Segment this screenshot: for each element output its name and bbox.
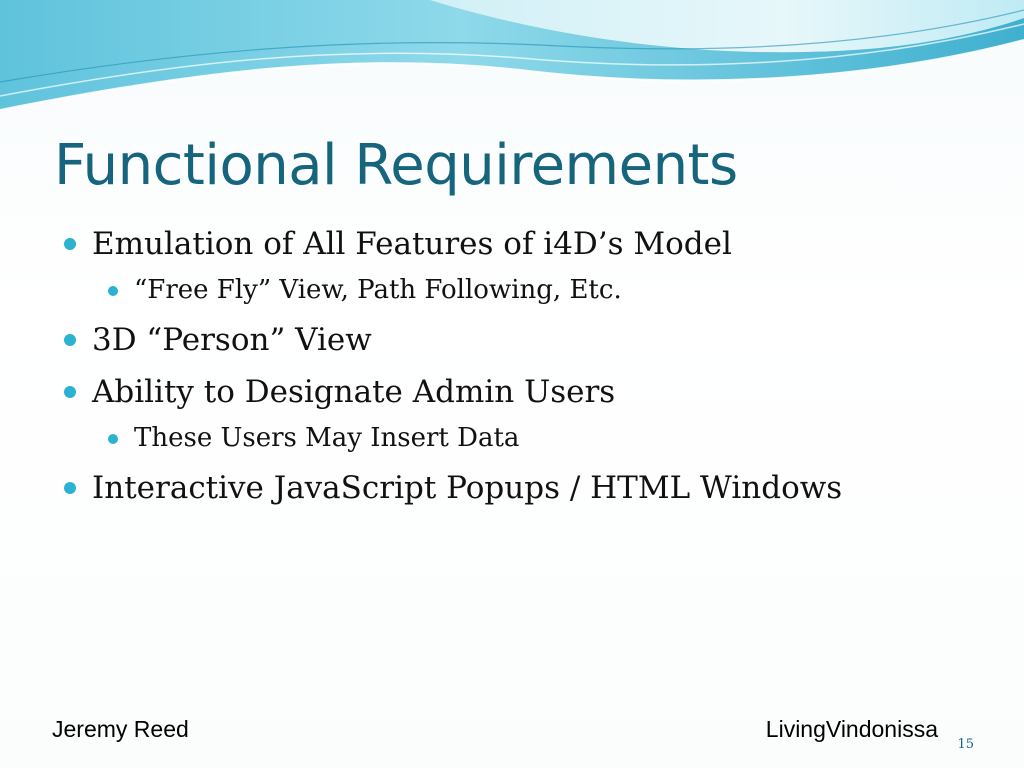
bullet-item bbox=[60, 318, 1000, 362]
bullet-dot-icon bbox=[108, 286, 118, 296]
bullet-dot-icon bbox=[64, 386, 76, 398]
bullet-item bbox=[60, 466, 1000, 510]
bullet-dot-icon bbox=[64, 238, 76, 250]
sub-bullet-item bbox=[60, 270, 1000, 310]
decorative-wave-header bbox=[0, 0, 1024, 120]
bullet-dot-icon bbox=[108, 434, 118, 444]
footer-project: LivingVindonissa bbox=[765, 716, 938, 742]
sub-bullet-text: These Users May Insert Data bbox=[134, 423, 520, 453]
footer-author: Jeremy Reed bbox=[52, 716, 189, 742]
slide-number: 15 bbox=[957, 737, 974, 752]
bullet-text: Interactive JavaScript Popups / HTML Windows bbox=[92, 470, 843, 506]
bullet-item bbox=[60, 370, 1000, 414]
sub-bullet-text: “Free Fly” View, Path Following, Etc. bbox=[134, 275, 622, 305]
bullet-list bbox=[60, 222, 1000, 510]
sub-bullet-item bbox=[60, 418, 1000, 458]
bullet-text: 3D “Person” View bbox=[92, 322, 372, 358]
slide-title: Functional Requirements bbox=[54, 133, 738, 198]
bullet-dot-icon bbox=[64, 334, 76, 346]
bullet-item bbox=[60, 222, 1000, 266]
bullet-dot-icon bbox=[64, 482, 76, 494]
bullet-text: Emulation of All Features of i4D’s Model bbox=[92, 226, 732, 262]
bullet-text: Ability to Designate Admin Users bbox=[92, 374, 616, 410]
